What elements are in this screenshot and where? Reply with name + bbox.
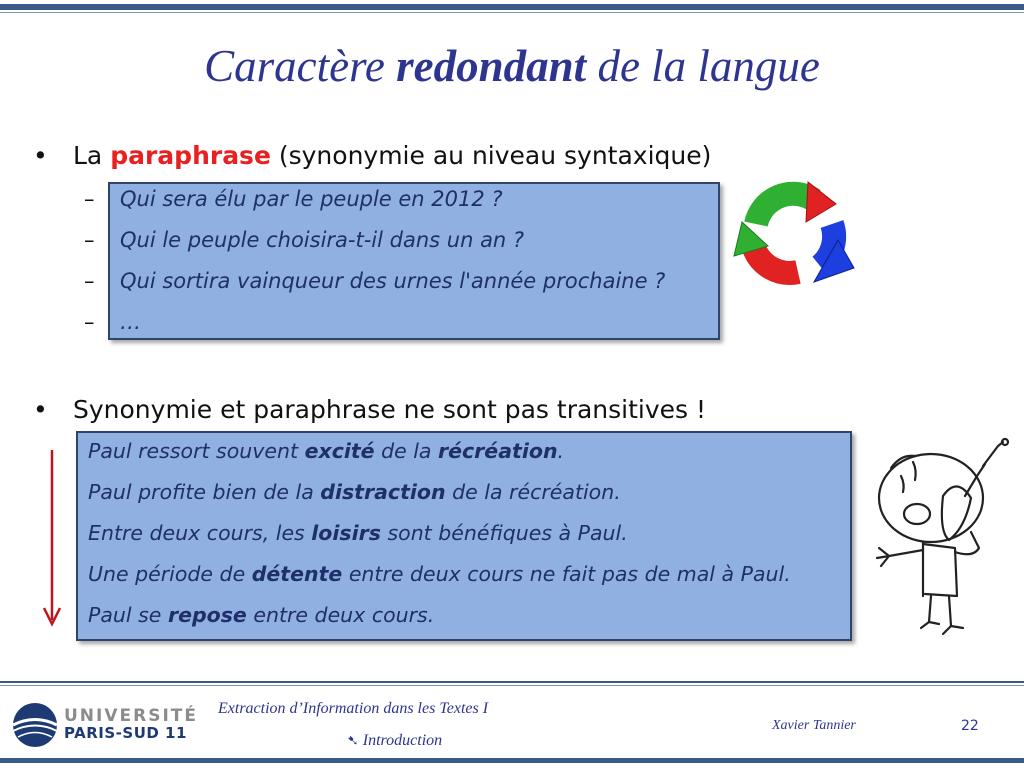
recycle-arrows-icon	[728, 166, 860, 298]
footer-bottom-bar	[0, 758, 1024, 763]
sentence-5-post: entre deux cours.	[246, 603, 435, 627]
footer-author: Xavier Tannier	[772, 718, 856, 733]
sentence-1-pre: Paul ressort souvent	[88, 439, 305, 463]
bullet1-suffix: (synonymie au niveau syntaxique)	[270, 141, 712, 170]
sentence-1-bold-2: récréation	[438, 439, 558, 463]
paraphrase-example-4: …	[120, 310, 141, 334]
top-border-bar	[0, 4, 1024, 10]
bullet-paraphrase-text	[73, 141, 711, 170]
paraphrase-example-3: Qui sortira vainqueur des urnes l'année prochaine ?	[120, 269, 666, 293]
sentence-2-post: de la récréation.	[445, 480, 621, 504]
sentence-3-pre: Entre deux cours, les	[88, 521, 312, 545]
university-name-line-2: PARIS-SUD 11	[64, 724, 187, 742]
footer-course-title: Extraction d’Information dans les Textes I	[218, 700, 489, 717]
sentence-4-bold: détente	[251, 562, 343, 586]
paraphrase-example-2: Qui le peuple choisira-t-il dans un an ?	[120, 228, 525, 252]
sentence-4	[88, 562, 791, 586]
title-part-2: de la langue	[586, 41, 820, 91]
dash-4: –	[84, 310, 95, 334]
sentence-1-bold: excité	[304, 439, 375, 463]
sentence-2-pre: Paul profite bien de la	[88, 480, 321, 504]
sentence-1	[88, 439, 564, 463]
university-name-line-1: UNIVERSITÉ	[64, 706, 198, 726]
dash-2: –	[84, 228, 95, 252]
bullet-symbol: •	[33, 141, 48, 170]
sentence-3	[88, 521, 628, 545]
sentence-3-post: sont bénéfiques à Paul.	[380, 521, 628, 545]
bullet-transitive-text: Synonymie et paraphrase ne sont pas transitives !	[73, 395, 707, 424]
sentences-box	[76, 431, 852, 641]
paraphrase-examples-box	[108, 182, 720, 340]
dash-3: –	[84, 269, 95, 293]
footer-section-label: Introduction	[362, 732, 443, 749]
university-logo-icon	[10, 700, 60, 750]
sentence-5-pre: Paul se	[88, 603, 168, 627]
paraphrase-example-1: Qui sera élu par le peuple en 2012 ?	[120, 187, 503, 211]
stick-figure-phone-illustration	[853, 436, 1021, 642]
slide-title	[0, 38, 1024, 94]
sentence-1-post: .	[557, 439, 565, 463]
footer-section	[347, 732, 442, 750]
sentence-4-pre: Une période de	[88, 562, 252, 586]
title-part-1: Caractère	[204, 41, 397, 91]
sentence-5	[88, 603, 434, 627]
sentence-3-bold: loisirs	[311, 521, 381, 545]
sentence-5-bold: repose	[167, 603, 247, 627]
down-arrow-icon	[40, 448, 64, 628]
top-border-line	[0, 12, 1024, 13]
section-arrow-icon: ➷	[347, 733, 359, 749]
sentence-2-bold: distraction	[320, 480, 446, 504]
bullet1-prefix: La	[73, 141, 111, 170]
bullet-symbol-2: •	[33, 395, 48, 424]
title-bold: redondant	[396, 41, 587, 91]
footer-rule-thin	[0, 685, 1024, 686]
paraphrase-highlight: paraphrase	[110, 141, 271, 170]
footer-rule	[0, 681, 1024, 683]
page-number: 22	[961, 718, 979, 734]
sentence-4-post: entre deux cours ne fait pas de mal à Paul.	[342, 562, 791, 586]
sentence-2	[88, 480, 621, 504]
sentence-1-mid: de la	[374, 439, 439, 463]
dash-1: –	[84, 187, 95, 211]
